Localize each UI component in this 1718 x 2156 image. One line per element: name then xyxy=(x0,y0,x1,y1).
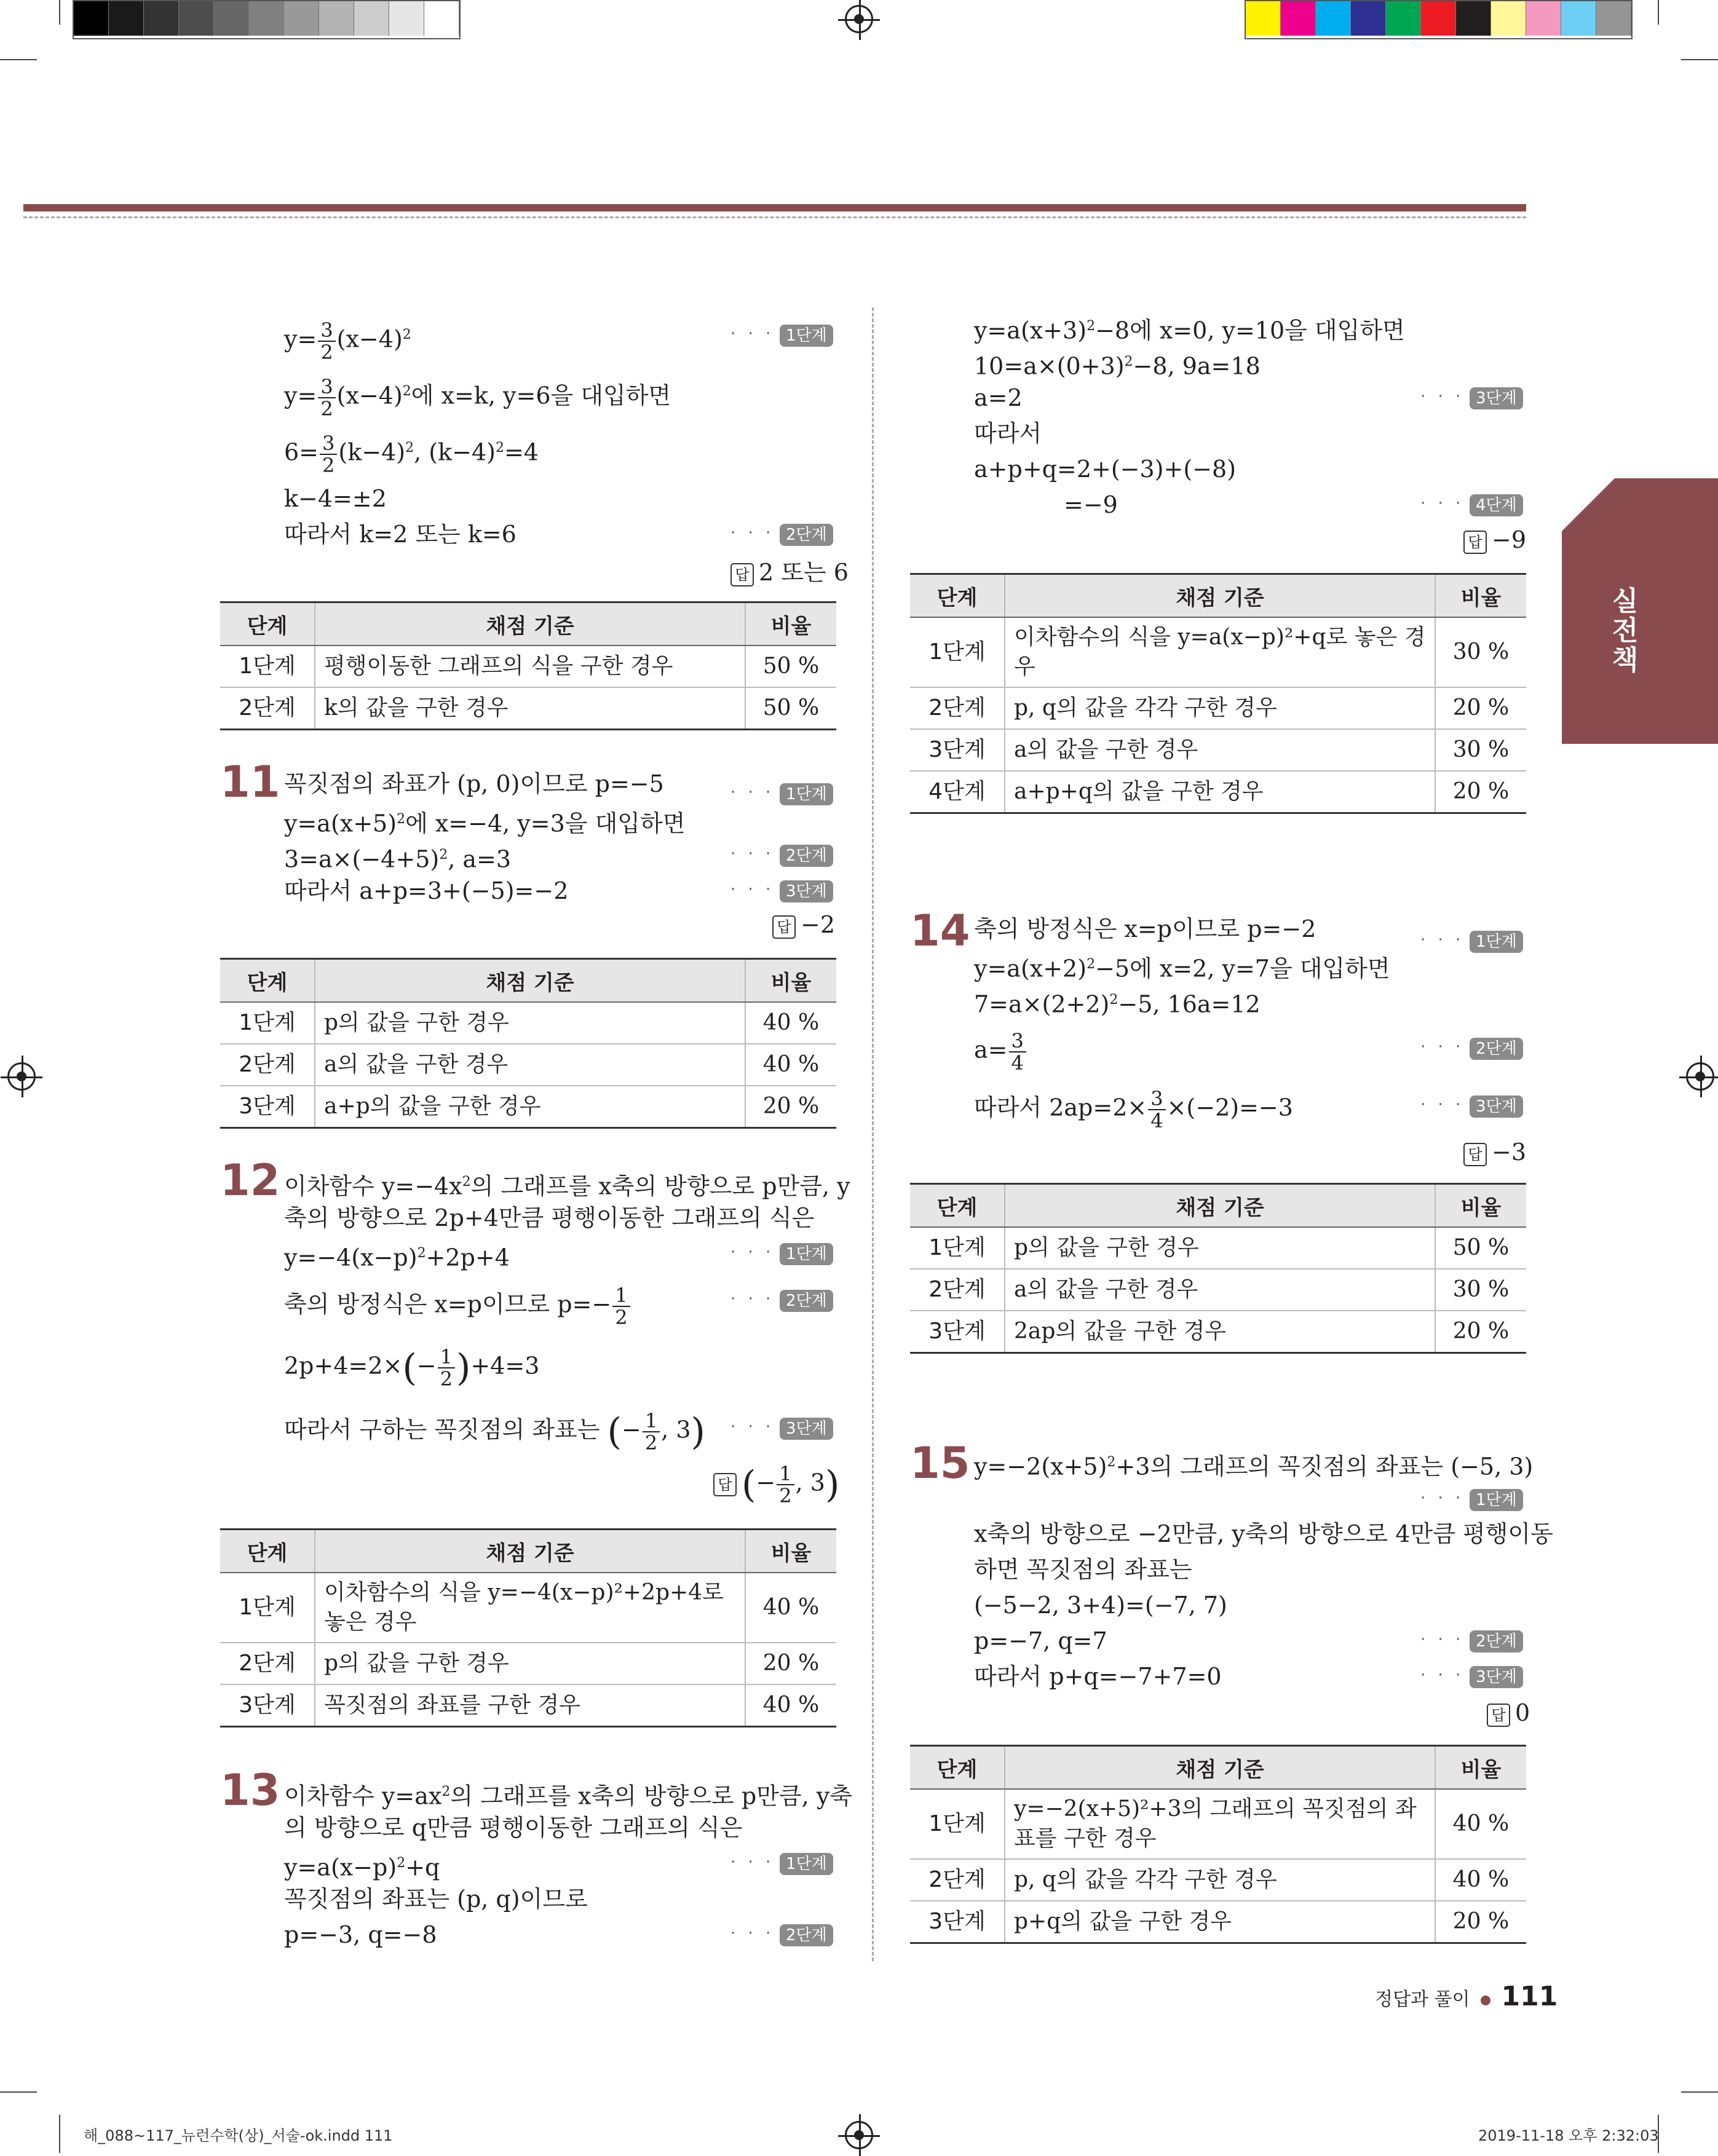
p13-line3: $y=a(x-p)^2+q$ xyxy=(284,1854,440,1881)
header-rule xyxy=(23,204,1526,211)
p11-line2: $y=a(x+5)^2$에 x=−4, y=3을 대입하면 xyxy=(284,810,686,837)
table-cell: 3단계 xyxy=(910,1901,1005,1943)
table-header-cell: 비율 xyxy=(745,959,836,1003)
table-cell: 40 % xyxy=(1435,1859,1526,1901)
color-swatch xyxy=(1351,1,1386,36)
color-swatch xyxy=(1526,1,1561,36)
step-dots: · · · xyxy=(730,880,775,899)
step-badge-1: 1단계 xyxy=(1470,931,1523,953)
p10-line1: y= $\frac{3}{2}$ $(x-4)^2$ xyxy=(284,318,411,365)
table-cell: 1단계 xyxy=(910,617,1005,687)
step-dots: · · · xyxy=(1420,1630,1465,1649)
table-cell: p의 값을 구한 경우 xyxy=(1005,1227,1435,1269)
step-dots: · · · xyxy=(1420,1096,1465,1114)
table-row xyxy=(910,617,1526,687)
p11-scoring-table xyxy=(220,958,836,1129)
color-swatch xyxy=(1421,1,1456,36)
column-divider xyxy=(872,307,874,1961)
table-cell: 2단계 xyxy=(910,1269,1005,1311)
step-badge-3: 3단계 xyxy=(780,1418,833,1440)
table-header-cell: 채점 기준 xyxy=(315,1530,745,1573)
p15-line2: x축의 방향으로 −2만큼, y축의 방향으로 4만큼 평행이동 xyxy=(974,1520,1553,1547)
p10-line5: 따라서 k=2 또는 k=6 xyxy=(284,521,517,548)
table-header-cell: 채점 기준 xyxy=(1005,574,1435,618)
table-cell: 1단계 xyxy=(910,1789,1005,1859)
answer-icon: 답 xyxy=(730,563,754,586)
table-cell: 1단계 xyxy=(220,1573,315,1643)
step-badge-2: 2단계 xyxy=(780,1290,833,1312)
crop-mark xyxy=(0,59,37,60)
table-row xyxy=(220,1002,836,1044)
color-swatch xyxy=(179,1,214,36)
p13-cont-line6: =−9 xyxy=(1064,491,1118,518)
step-dots: · · · xyxy=(730,1418,775,1436)
crop-mark xyxy=(0,2091,37,2093)
footer-timestamp: 2019-11-18 오후 2:32:03 xyxy=(1478,2127,1659,2144)
table-cell: 1단계 xyxy=(910,1227,1005,1269)
step-badge-2: 2단계 xyxy=(1470,1038,1523,1060)
p13-cont-line3: a=2 xyxy=(974,384,1023,411)
table-cell: 50 % xyxy=(1435,1227,1526,1269)
p12-line2: 축의 방향으로 2p+4만큼 평행이동한 그래프의 식은 xyxy=(284,1204,815,1231)
table-cell: p, q의 값을 각각 구한 경우 xyxy=(1005,1859,1435,1901)
step-badge-3: 3단계 xyxy=(780,880,833,902)
table-cell: 3단계 xyxy=(220,1684,315,1727)
table-row xyxy=(910,1789,1526,1859)
table-cell: 2ap의 값을 구한 경우 xyxy=(1005,1311,1435,1353)
p15-line5: p=−7, q=7 xyxy=(974,1627,1107,1654)
th-step: 단계 xyxy=(220,602,315,646)
step-dots: · · · xyxy=(730,1924,775,1943)
table-cell: 40 % xyxy=(745,1002,836,1044)
color-swatch xyxy=(1596,1,1631,36)
step-badge-1: 1단계 xyxy=(780,325,833,347)
step-badge-1: 1단계 xyxy=(780,1853,833,1875)
p15-line3: 하면 꼭짓점의 좌표는 xyxy=(974,1556,1192,1583)
color-swatch xyxy=(214,1,249,36)
p13-cont-line5: a+p+q=2+(−3)+(−8) xyxy=(974,456,1237,483)
crop-mark xyxy=(1681,2091,1718,2093)
p12-answer: 답 (− $\frac{1}{2}$ , 3) xyxy=(713,1463,839,1506)
p11-line4: 따라서 a+p=3+(−5)=−2 xyxy=(284,877,569,904)
step-badge-4: 4단계 xyxy=(1470,494,1523,516)
registration-mark-top xyxy=(845,5,873,33)
table-row xyxy=(910,1227,1526,1269)
p11-line1: 꼭짓점의 좌표가 (p, 0)이므로 p=−5 xyxy=(284,770,664,797)
p12-line5: 2p+4=2×(− $\frac{1}{2}$ )+4=3 xyxy=(284,1345,540,1391)
table-cell: p의 값을 구한 경우 xyxy=(315,1002,745,1044)
problem-number-14: 14 xyxy=(910,906,970,956)
step-dots: · · · xyxy=(730,1853,775,1871)
table-cell: 30 % xyxy=(1435,1269,1526,1311)
problem-number-13: 13 xyxy=(220,1765,280,1815)
table-row xyxy=(910,687,1526,729)
table-cell: 꼭짓점의 좌표를 구한 경우 xyxy=(315,1684,745,1727)
table-cell: 20 % xyxy=(1435,1901,1526,1943)
color-swatch xyxy=(284,1,319,36)
p13-line5: p=−3, q=−8 xyxy=(284,1921,437,1948)
table-cell: 평행이동한 그래프의 식을 구한 경우 xyxy=(315,646,745,687)
table-header-cell: 채점 기준 xyxy=(1005,1184,1435,1228)
table-cell: 3단계 xyxy=(220,1086,315,1128)
color-swatch xyxy=(1456,1,1491,36)
problem-number-15: 15 xyxy=(910,1438,970,1488)
table-row xyxy=(220,1684,836,1727)
step-badge-1: 1단계 xyxy=(780,783,833,805)
table-cell: 40 % xyxy=(1435,1789,1526,1859)
registration-mark-bottom xyxy=(845,2121,873,2149)
p11-line3: $3=a\times(-4+5)^2$, a=3 xyxy=(284,845,512,873)
table-cell: k의 값을 구한 경우 xyxy=(315,687,745,730)
color-swatch xyxy=(1386,1,1421,36)
table-row xyxy=(910,1269,1526,1311)
p12-scoring-table xyxy=(220,1528,836,1728)
p12-line1: 이차함수 $y=-4x^2$의 그래프를 x축의 방향으로 p만큼, y xyxy=(284,1172,850,1200)
th-ratio: 비율 xyxy=(745,602,836,646)
p15-answer: 답 0 xyxy=(1487,1699,1530,1727)
p10-line2: y= $\frac{3}{2}$ $(x-4)^2$에 x=k, y=6을 대입하면 xyxy=(284,375,671,421)
table-row xyxy=(910,1859,1526,1901)
process-color-bar xyxy=(1245,0,1633,39)
step-dots: · · · xyxy=(730,1290,775,1308)
footer-file: 해_088~117_뉴런수학(상)_서술-ok.indd 111 xyxy=(84,2127,393,2144)
table-cell: 40 % xyxy=(745,1573,836,1643)
table-cell: a의 값을 구한 경우 xyxy=(315,1044,745,1086)
side-tab-label: 실전책 xyxy=(1607,586,1638,675)
table-cell: 40 % xyxy=(745,1044,836,1086)
p12-line4: 축의 방정식은 x=p이므로 p=− $\frac{1}{2}$ xyxy=(284,1285,631,1328)
table-header-cell: 비율 xyxy=(1435,574,1526,618)
table-header-cell: 단계 xyxy=(910,1184,1005,1228)
table-cell: a의 값을 구한 경우 xyxy=(1005,729,1435,771)
table-cell: y=−2(x+5)²+3의 그래프의 꼭짓점의 좌표를 구한 경우 xyxy=(1005,1789,1435,1859)
table-cell: 30 % xyxy=(1435,617,1526,687)
table-cell: 4단계 xyxy=(910,771,1005,813)
p14-answer: 답 −3 xyxy=(1463,1139,1526,1166)
step-dots: · · · xyxy=(730,845,775,863)
p14-scoring-table xyxy=(910,1183,1526,1354)
step-dots: · · · xyxy=(1420,494,1465,513)
table-cell: p, q의 값을 각각 구한 경우 xyxy=(1005,687,1435,729)
table-row xyxy=(910,1311,1526,1353)
step-badge-2: 2단계 xyxy=(780,845,833,867)
table-header-cell: 단계 xyxy=(220,959,315,1003)
table-cell: 2단계 xyxy=(220,1044,315,1086)
table-cell: 50 % xyxy=(745,646,836,687)
p10-line4: k−4=±2 xyxy=(284,485,387,512)
step-badge-2: 2단계 xyxy=(1470,1630,1523,1653)
color-swatch xyxy=(249,1,284,36)
step-badge-1: 1단계 xyxy=(1470,1489,1523,1511)
step-dots: · · · xyxy=(1420,1489,1465,1507)
grayscale-color-bar xyxy=(73,0,461,39)
table-header-cell: 채점 기준 xyxy=(315,959,745,1003)
table-cell: 50 % xyxy=(745,687,836,730)
table-row xyxy=(220,1086,836,1128)
table-row xyxy=(220,1643,836,1684)
color-swatch xyxy=(1281,1,1316,36)
p15-line4: (−5−2, 3+4)=(−7, 7) xyxy=(974,1592,1227,1619)
step-dots: · · · xyxy=(1420,931,1465,949)
fraction: $\frac{3}{2}$ xyxy=(318,320,335,363)
step-dots: · · · xyxy=(730,325,775,343)
table-cell: 20 % xyxy=(1435,687,1526,729)
table-cell: 2단계 xyxy=(910,1859,1005,1901)
table-row xyxy=(910,1901,1526,1943)
table-cell: 이차함수의 식을 y=a(x−p)²+q로 놓은 경우 xyxy=(1005,617,1435,687)
side-tab xyxy=(1562,531,1718,744)
color-swatch xyxy=(389,1,424,36)
color-swatch xyxy=(144,1,179,36)
th-criteria: 채점 기준 xyxy=(315,602,745,646)
step-badge-1: 1단계 xyxy=(780,1243,833,1265)
p15-scoring-table xyxy=(910,1745,1526,1944)
table-header-cell: 단계 xyxy=(910,574,1005,618)
header-dashed-rule xyxy=(23,216,1526,218)
table-cell: 이차함수의 식을 y=−4(x−p)²+2p+4로 놓은 경우 xyxy=(315,1573,745,1643)
footer-section: 정답과 풀이 111 xyxy=(1375,1981,1558,2012)
color-swatch xyxy=(1316,1,1351,36)
step-dots: · · · xyxy=(730,1243,775,1262)
step-badge-3: 3단계 xyxy=(1470,387,1523,409)
table-cell: 30 % xyxy=(1435,729,1526,771)
step-badge-3: 3단계 xyxy=(1470,1096,1523,1118)
step-badge-3: 3단계 xyxy=(1470,1666,1523,1688)
p14-line3: $7=a\times(2+2)^2-5$, 16a=12 xyxy=(974,990,1261,1018)
table-cell: 40 % xyxy=(745,1684,836,1727)
step-dots: · · · xyxy=(730,524,775,542)
table-cell: a+p의 값을 구한 경우 xyxy=(315,1086,745,1128)
p13-cont-line4: 따라서 xyxy=(974,420,1042,447)
table-cell: 2단계 xyxy=(220,1643,315,1684)
p10-line3: 6= $\frac{3}{2}$ $(k-4)^2$, $(k-4)^2=4$ xyxy=(284,432,539,478)
p14-line1: 축의 방정식은 x=p이므로 p=−2 xyxy=(974,915,1316,942)
p12-line6: 따라서 구하는 꼭짓점의 좌표는 (− $\frac{1}{2}$ , 3) xyxy=(284,1409,705,1455)
color-swatch xyxy=(1561,1,1596,36)
color-swatch xyxy=(109,1,144,36)
table-row xyxy=(910,771,1526,813)
step-dots: · · · xyxy=(1420,1666,1465,1684)
crop-mark xyxy=(1658,0,1659,25)
color-swatch xyxy=(74,1,109,36)
table-header-cell: 비율 xyxy=(1435,1746,1526,1790)
p10-answer: 답 2 또는 6 xyxy=(730,553,849,587)
step-dots: · · · xyxy=(1420,1038,1465,1056)
table-cell: 20 % xyxy=(745,1086,836,1128)
color-swatch xyxy=(1246,1,1281,36)
table-row xyxy=(220,1573,836,1643)
color-swatch xyxy=(319,1,354,36)
p14-line4: a= $\frac{3}{4}$ xyxy=(974,1030,1027,1073)
crop-mark xyxy=(59,0,60,25)
table-header-cell: 단계 xyxy=(220,1530,315,1573)
table-header-cell: 채점 기준 xyxy=(1005,1746,1435,1790)
p13-line1: 이차함수 $y=ax^2$의 그래프를 x축의 방향으로 p만큼, y축 xyxy=(284,1782,852,1810)
table-cell: 3단계 xyxy=(910,729,1005,771)
table-header-cell: 비율 xyxy=(745,1530,836,1573)
p13-line2: 의 방향으로 q만큼 평행이동한 그래프의 식은 xyxy=(284,1814,743,1841)
color-swatch xyxy=(1491,1,1526,36)
table-cell: 2단계 xyxy=(220,687,315,730)
table-cell: p+q의 값을 구한 경우 xyxy=(1005,1901,1435,1943)
p13-cont-line2: $10=a\times(0+3)^2-8$, 9a=18 xyxy=(974,352,1261,380)
table-header-cell: 비율 xyxy=(1435,1184,1526,1228)
problem-number-12: 12 xyxy=(220,1155,280,1206)
table-row xyxy=(220,1044,836,1086)
registration-mark-left xyxy=(7,1062,36,1091)
table-cell: 20 % xyxy=(745,1643,836,1684)
p14-line2: $y=a(x+2)^2-5$에 x=2, y=7을 대입하면 xyxy=(974,955,1390,982)
p11-answer: 답 −2 xyxy=(772,911,835,939)
table-row xyxy=(910,729,1526,771)
table-cell: 1단계 xyxy=(220,1002,315,1044)
table-cell: 20 % xyxy=(1435,771,1526,813)
step-badge-2: 2단계 xyxy=(780,1924,833,1946)
table-row xyxy=(220,687,836,730)
step-badge-2: 2단계 xyxy=(780,524,833,546)
table-header-cell: 단계 xyxy=(910,1746,1005,1790)
step-dots: · · · xyxy=(1420,387,1465,406)
p15-line6: 따라서 p+q=−7+7=0 xyxy=(974,1663,1222,1690)
crop-mark xyxy=(59,2115,60,2153)
p13-answer: 답 −9 xyxy=(1463,526,1526,554)
table-cell: 2단계 xyxy=(910,687,1005,729)
step-dots: · · · xyxy=(730,783,775,802)
crop-mark xyxy=(1681,59,1718,60)
p14-line5: 따라서 2ap=2× $\frac{3}{4}$ ×(−2)=−3 xyxy=(974,1087,1293,1132)
color-swatch xyxy=(354,1,389,36)
registration-mark-right xyxy=(1686,1062,1714,1091)
table-cell: a의 값을 구한 경우 xyxy=(1005,1269,1435,1311)
page-number: 111 xyxy=(1501,1981,1558,2012)
p10-scoring-table xyxy=(220,601,836,730)
problem-number-11: 11 xyxy=(220,757,280,807)
p12-line3: $y=-4(x-p)^2+2p+4$ xyxy=(284,1244,510,1271)
table-cell: a+p+q의 값을 구한 경우 xyxy=(1005,771,1435,813)
p13-scoring-table xyxy=(910,573,1526,814)
p13-cont-line1: $y=a(x+3)^2-8$에 x=0, y=10을 대입하면 xyxy=(974,317,1405,344)
bullet-icon xyxy=(1481,1996,1490,2005)
table-cell: 3단계 xyxy=(910,1311,1005,1353)
color-swatch xyxy=(424,1,459,36)
table-cell: p의 값을 구한 경우 xyxy=(315,1643,745,1684)
p15-line1: $y=-2(x+5)^2+3$의 그래프의 꼭짓점의 좌표는 (−5, 3) xyxy=(974,1453,1534,1480)
table-row xyxy=(220,646,836,687)
table-cell: 20 % xyxy=(1435,1311,1526,1353)
table-cell: 1단계 xyxy=(220,646,315,687)
p13-line4: 꼭짓점의 좌표는 (p, q)이므로 xyxy=(284,1886,588,1913)
